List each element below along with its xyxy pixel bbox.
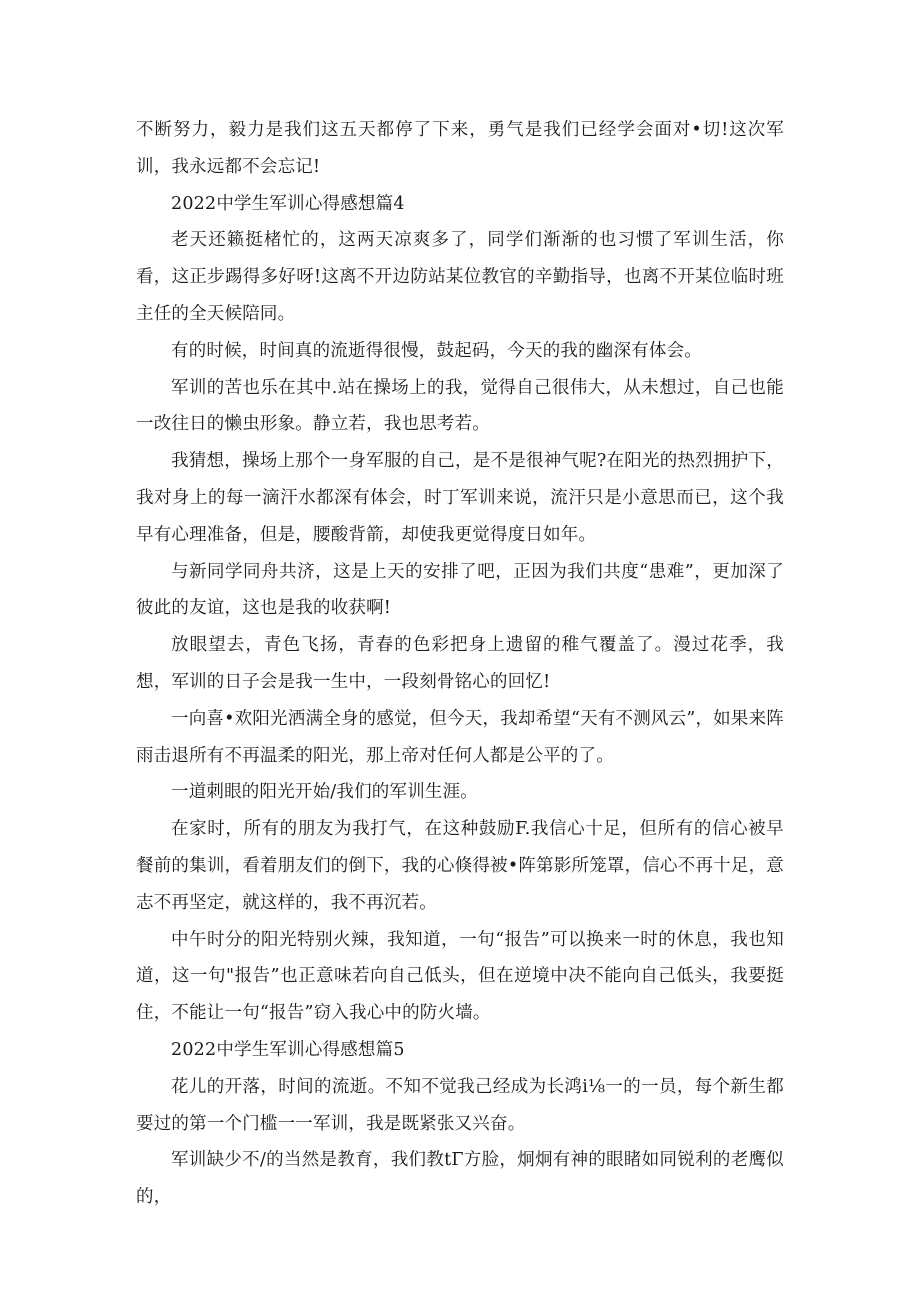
paragraph: 与新同学同舟共济，这是上天的安排了吧，正因为我们共度“患难”，更加深了彼此的友谊，这也是我的收获啊! — [136, 561, 784, 619]
paragraph: 中午时分的阳光特别火辣，我知道，一句“报告”可以换来一时的休息，我也知道，这一句"报告”也正意味若向自己低头，但在逆境中决不能向自己低头，我要挺住，不能让一句“报告”窃入我心中的防火墙。 — [136, 929, 784, 1024]
paragraph: 一道刺眼的阳光开始/我们的军训生涯。 — [171, 782, 478, 803]
paragraph: 军训缺少不/的当然是教育，我们教tΓ方脸，炯炯有神的眼睹如同锐利的老鹰似的， — [136, 1150, 784, 1208]
paragraph: 老天还籁挺楮忙的，这两天凉爽多了，同学们渐渐的也习惯了军训生活，你看，这正步踢得多好呀!这离不开边防站某位教官的辛勤指导，也离不开某位临时班主任的全天候陪同。 — [136, 230, 784, 324]
paragraph: 不断努力，毅力是我们这五天都停了下来，勇气是我们已经学会面对•切!这次军训，我永远都不会忘记! — [136, 120, 784, 177]
document-page — [136, 112, 784, 1216]
section-heading: 2022中学生军训心得感想篇4 — [171, 193, 405, 214]
paragraph: 我猜想，操场上那个一身军服的自己，是不是很神气呢?在阳光的热烈拥护下，我对身上的每一滴汗水都深有体会，时丁军训来说，流汗只是小意思而已，这个我早有心理准备，但是，腰酸背箭，却使我更觉得度日如年。 — [136, 451, 784, 545]
paragraph: 放眼望去，青色飞扬，青春的色彩把身上遗留的稚气覆盖了。漫过花季，我想，军训的日子会是我一生中，一段刻骨铭心的回忆! — [136, 635, 784, 692]
paragraph: 军训的苦也乐在其中.站在操场上的我，觉得自己很伟大，从未想过，自己也能一改往日的懒虫形象。静立若，我也思考若。 — [136, 377, 784, 435]
paragraph: 有的时候，时间真的流逝得很慢，鼓起码，今天的我的幽深有体会。 — [171, 340, 702, 361]
section-heading: 2022中学生军训心得感想篇5 — [171, 1039, 405, 1060]
paragraph: 一向喜•欢阳光洒满全身的感觉，但今天，我却希望“天有不测风云”，如果来阵雨击退所有不再温柔的阳光，那上帝对任何人都是公平的了。 — [136, 708, 784, 766]
paragraph: 在家时，所有的朋友为我打气，在这种鼓励F.我信心十足，但所有的信心被早餐前的集训，看着朋友们的倒下，我的心倏得被•阵第影所笼罩，信心不再十足，意志不再坚定，就这样的，我不再沉若。 — [136, 819, 784, 913]
paragraph: 花儿的开落，时间的流逝。不知不觉我己经成为长鸿i⅛一的一员，每个新生都要过的第一个门槛一一军训，我是既紧张又兴奋。 — [136, 1076, 784, 1134]
